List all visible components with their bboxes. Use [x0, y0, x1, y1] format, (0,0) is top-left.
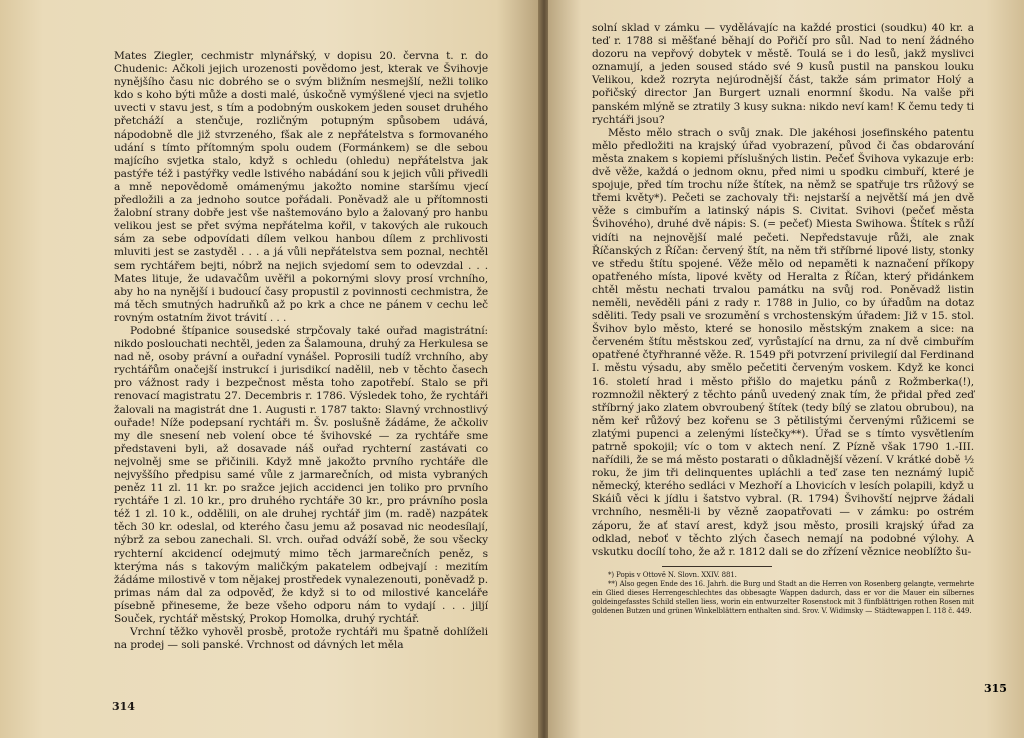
right-page-number: 315: [984, 682, 1007, 695]
right-text-column: [592, 22, 974, 616]
left-paragraph-3: Vrchní těžko vyhověl prosbě, protože rychtáři mu špatně dohlíželi na prodej — soli panské. Vrchnost od dávných let měla: [114, 626, 488, 652]
left-paragraph-2: Podobné štípanice sousedské strpčovaly také ouřad magistrátní: nikdo poslouchati nechtěl, jeden za Šalamouna, druhý za Herkulesa se nad ně, osoby právní a ouřadní vynášel. Poprosili tudíž vrchního, aby rychtářům onačejší instrukcí i jurisdikcí nadělil, neb v těchto časech pro vážnost rady i bezpečnost města toho zapotřebí. Stalo se při renovací magistratu 27. Decembris r. 1786. Výsledek toho, že rychtáři žalovali na magistrát dne 1. Augusti r. 1787 takto: Slavný vrchnostlivý ouřade! Níže podepsaní rychtáři m. Šv. poslušně žádáme, že ačkoliv my dle snesení neb volení obce té švihovské — za rychtáře sme představeni byli, až dosavade náš ouřad rychterní zastávati co nejvolněj sme se přičinili. Když mně jakožto prvního rychtáře dle nejvyššího předpisu samé vůle z jarmarečních, od mista vybraných peněz 11 zl. 11 kr. po sražce jejich accidenci jen toliko pro prvního rychtáře 1 zl. 10 kr., pro druhého rychtáře 30 kr., pro právního posla též 1 zl. 10 k., oddělili, on ale druhej rychtář jim (m. radě) nazpátek těch 30 kr. odeslal, od kterého času jemu až posavad nic neodesílají, nýbrž za sebou zanechali. Sl. vrch. ouřad odváží sobě, že sou všecky rychterní akcidencí odejmutý mimo těch jarmarečních peněz, s kterýma nás s takovým maličkým pakatelem odbejvají : mezitím žádáme milostivě v tom nějakej prostředek vynalezenouti, poněvadž p. primas nám dal za odpověď, že když si to od milostivé kanceláře písebně přineseme, že beze všeho odporu nám to vydají . . . jiljí Souček, rychtář městský, Prokop Homolka, druhý rychtář.: [114, 324, 488, 626]
right-paragraph-1: solní sklad v zámku — vydělávajíc na každé prostici (soudku) 40 kr. a teď r. 1788 si měšťané běhají do Pořičí pro sůl. Nad to není žádného dozoru na vepřový dobytek v městě. Toulá se i do lesů, jakž myslivci oznamují, a jeden soused stádo své 9 kusů pustil na panskou louku Velikou, kdež rozryta nejúrodnější část, takže sám primator Holý a pořičský director Jan Burgert uznali enormní škodu. Na valše při panském mlýně se ztratily 3 kusy sukna: nikdo neví kam! K čemu tedy ti rychtáři jsou?: [592, 22, 974, 126]
footnote-1: *) Popis v Ottově N. Slovn. XXIV. 881.: [608, 570, 737, 579]
left-paragraph-1: Mates Ziegler, cechmistr mlynářský, v dopisu 20. června t. r. do Chudenic: Ačkoli jejich urozenosti povědomo jest, kterak ve Švihovje nynějšího času nic dobrého se o svým bližním nesmejšlí, nežli toliko kdo s koho býti může a dosti malé, úskočně vymýšlené vjeci na svjetlo uvecti v stavu jest, s tím a podobným ouskokem jeden souset druhého přetcháží a stenčuje, rozličným potupným spůsobem udává, nápodobně dle již stvrzeného, fšak ale z nepřátelstva s formovaného udání s tímto přítomným spolu oudem (Formánkem) se dle sebou majícího svjetka stalo, když s ochledu (ohledu) nepřátelstva jak pastýře též i pastýřky vedle lstivého nabádání sou k jejich vůli přivedli a mně nepovědomě omámenýmu jakožto nomine staršímu vjecí předložili a za jednoho soutce pořádali. Poněvadž ale u přítomnosti žalobní strany dobře jest vše naštemováno bylo a žalovaný pro hanbu velikou jest se přet svýma nepřátelma kořil, v takových ale rukouch sám za sebe odpovídati dílem velkou hanbou dílem z prchlivosti mluviti jest se zastyděl . . . a já vůli nepřátelstva sem poznal, nechtěl sem rychtářem bejti, nóbrž na nejich svjedomí sem to odevzdal . . . Mates lituje, že udavačům uvěřil a pokornými slovy prosí vrchního, aby ho na nynější i budoucí časy propustil z povinnosti cechmistra, že má těch smutných hadruňků až po krk a chce ne pánem v cechu leč rovným ostatním život trávití . . .: [114, 50, 488, 324]
footnote-2: **) Also gegen Ende des 16. Jahrh. die Burg und Stadt an die Herren von Rosenberg gelangte, vermehrte ein Glied dieses Herrengeschlechtes das obbesagte Wappen dadurch, dass er vor die Mauer ein silbernes goldeingefasstes Schild stellen liess, worin ein entwurzelter Rosenstock mit 3 fünfblättrigen rothen Rosen mit goldenen Butzen und grünen Winkelblättern enthalten sind. Srov. V. Widimsky — Städtewappen I. 118 č. 449.: [592, 579, 974, 615]
left-text-column: [114, 50, 488, 652]
right-paragraph-2: Město mělo strach o svůj znak. Dle jakéhosi josefinského patentu mělo předložiti na krajský úřad vyobrazení, původ či čas obdarování města znakem s kopiemi příslušných listin. Pečeť Švihova vykazuje erb: dvě věže, každá o jednom oknu, před nimi u spodku cimbuří, které je spojuje, před tím trochu níže štítek, na němž se spatřuje trs růžový se třemi květy*). Pečeti se zachovaly tři: nejstarší a největší má jen dvě věže s cimbuřím a latinský nápis S. Civitat. Svihovi (pečeť města Švihového), druhé dvě nápis: S. (= pečeť) Miesta Swihowa. Štítek s růží vidíti na nejnovější malé pečeti. Nepředstavuje růži, ale znak Říčanských z Říčan: červený štít, na něm tři stříbrné lipové listy, stonky ve středu štítu spojené. Věže mělo od nepaměti k naznačení příkopy opatřeného místa, lipové květy od Heralta z Říčan, který přidánkem chtěl městu nechati trvalou památku na svůj rod. Poněvadž listin neměli, nevěděli páni z rady r. 1788 in Julio, co by úřadům na dotaz sděliti. Tedy psali ve srozumění s vrchostenským úřadem: Již v 15. stol. Švihov bylo město, které se honosilo městským znakem a sice: na červeném štítu městskou zeď, vyrůstající na drnu, za ní dvě cimbuřím opatřené čtyřhranné věže. R. 1549 při potvrzení privilegií dal Ferdinand I. městu výsadu, aby smělo pečetiti červeným voskem. Když ke konci 16. století hrad i město přišlo do majetku pánů z Rožmberka(!), rozmnožil některý z těchto pánů uvedený znak tím, že přidal před zeď stříbrný jako zlatem obvroubený štítek (tedy bílý se zlatou obrubou), na něm keř růžový bez kořenu se 3 pětilistými červenými růžicemi se zlatými pupenci a zelenými lístečky**). Úřad se s tímto vysvětlením patrně spokojil; víc o tom v aktech není. Z Pízně však 1790 1.-III. nařídili, že se má město postarati o důkladnější vězení. V krátké době ½ roku, že jim tři delinquentes upláchli a teď zase ten neznámý lupič německý, kterého sedláci v Mezhoří a Lhovicích v lesích polapili, když u Skáiů věci k jídlu i šatstvo vybral. (R. 1794) Švihovští nejprve žádali vrchního, nesměli-li by vězně zaopatřovati — v zámku: po ostrém záporu, že ať staví arest, když jsou město, prosili krajský úřad za odklad, neboť v těchto zlých časech nemají na podobné výlohy. A vskutku docílí toho, že až r. 1812 dali se do zřízení věznice neoblížto šu-: [592, 126, 974, 558]
right-page: [548, 0, 1024, 738]
footnote-separator: [662, 566, 772, 567]
left-page-number: 314: [112, 700, 135, 713]
